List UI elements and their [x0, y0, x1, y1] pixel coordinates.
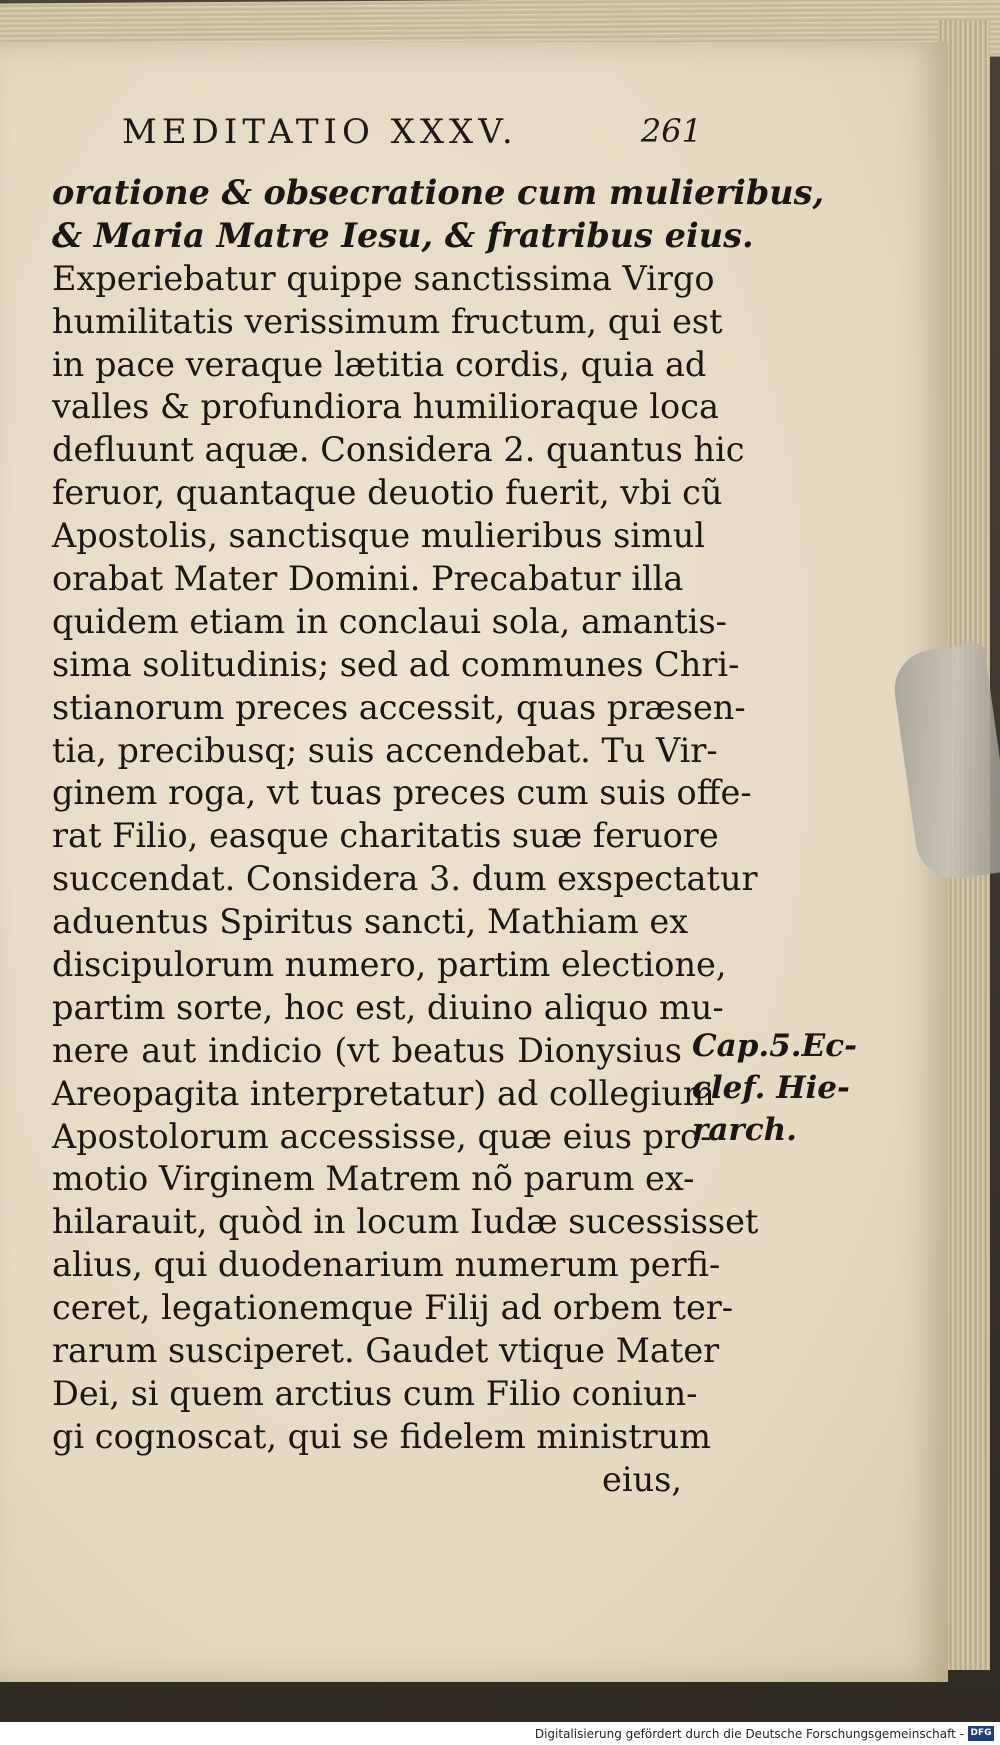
text-line: & Maria Matre Iesu, & fratribus eius.: [52, 215, 754, 255]
margin-note-line: clef. Hie-: [692, 1070, 850, 1106]
text-line: nere aut indicio (vt beatus Dionysius: [52, 1030, 682, 1070]
text-line: quidem etiam in conclaui sola, amantis-: [52, 601, 727, 641]
text-line: alius, qui duodenarium numerum perfi-: [52, 1245, 721, 1285]
text-line: sima solitudinis; sed ad communes Chri-: [52, 644, 740, 684]
margin-note: [692, 1025, 857, 1151]
funding-credit: Digitalisierung gefördert durch die Deutsche Forschungsgemeinschaft -: [534, 1727, 964, 1741]
text-line: Dei, si quem arctius cum Filio coniun-: [52, 1373, 698, 1413]
running-head: MEDITATIO XXXV.: [122, 112, 518, 152]
margin-note-line: rarch.: [692, 1112, 797, 1148]
text-line: ceret, legationemque Filij ad orbem ter-: [52, 1288, 734, 1328]
text-line: discipulorum numero, partim electione,: [52, 945, 727, 985]
dfg-logo: DFG: [968, 1726, 994, 1741]
text-line: gi cognoscat, qui se fidelem ministrum: [52, 1416, 712, 1456]
text-line: valles & profundiora humilioraque loca: [52, 387, 719, 427]
page-header: [122, 112, 702, 158]
text-line: Experiebatur quippe sanctissima Virgo: [52, 258, 715, 298]
text-line: rarum susciperet. Gaudet vtique Mater: [52, 1331, 720, 1371]
catchword: eius,: [602, 1459, 682, 1499]
text-line: Apostolis, sanctisque mulieribus simul: [52, 516, 706, 556]
text-line: feruor, quantaque deuotio fuerit, vbi cũ: [52, 473, 723, 513]
text-line: partim sorte, hoc est, diuino aliquo mu-: [52, 987, 724, 1027]
text-line: succendat. Considera 3. dum exspectatur: [52, 859, 758, 899]
text-line: defluunt aquæ. Considera 2. quantus hic: [52, 430, 745, 470]
text-line: rat Filio, easque charitatis suæ feruore: [52, 816, 719, 856]
text-line: in pace veraque lætitia cordis, quia ad: [52, 344, 707, 384]
text-line: aduentus Spiritus sancti, Mathiam ex: [52, 902, 689, 942]
text-line: motio Virginem Matrem nõ parum ex-: [52, 1159, 695, 1199]
text-line: stianorum preces accessit, quas præsen-: [52, 687, 746, 727]
text-line: tia, precibusq; suis accendebat. Tu Vir-: [52, 730, 718, 770]
text-line: oratione & obsecratione cum mulieribus,: [52, 173, 825, 212]
page-number: 261: [640, 112, 702, 150]
text-line: humilitatis verissimum fructum, qui est: [52, 301, 723, 341]
text-line: orabat Mater Domini. Precabatur illa: [52, 559, 684, 599]
text-line: Apostolorum accessisse, quæ eius pro-: [52, 1116, 712, 1156]
text-line: hilarauit, quòd in locum Iudæ sucessisset: [52, 1202, 759, 1242]
text-line: Areopagita interpretatur) ad collegium: [52, 1073, 715, 1113]
text-line: ginem roga, vt tuas preces cum suis offe-: [52, 773, 752, 813]
margin-note-line: Cap.5.Ec-: [692, 1028, 857, 1064]
